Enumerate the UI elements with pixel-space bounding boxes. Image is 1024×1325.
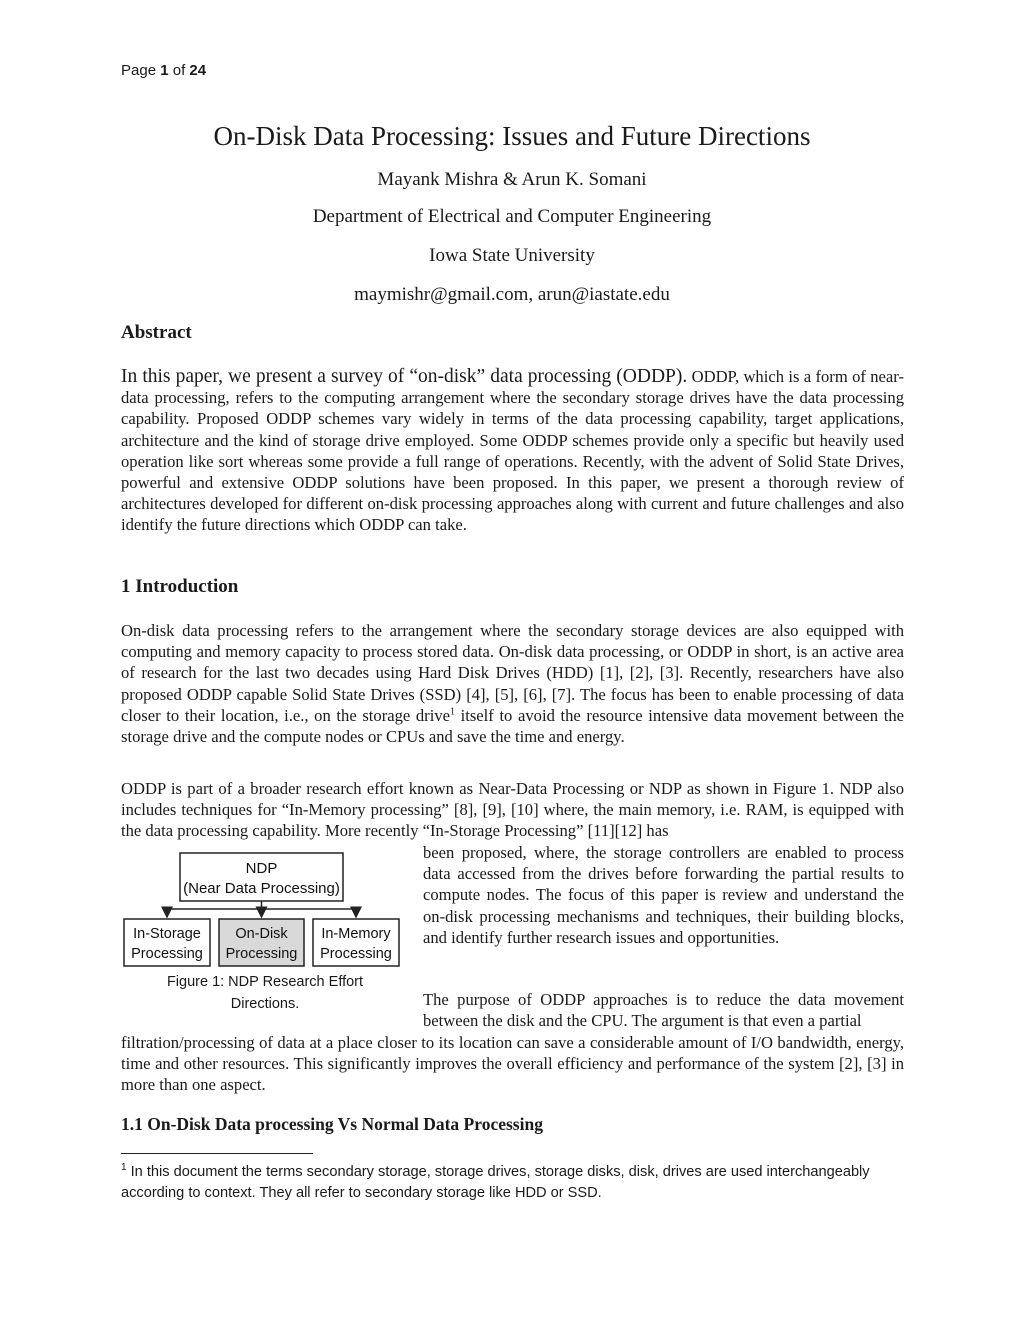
figure-caption-line-1: Figure 1: NDP Research Effort [166,974,364,990]
introduction-heading: 1 Introduction [121,576,239,597]
abstract-lead: In this paper, we present a survey of “on-disk” data processing (ODDP). [121,366,688,387]
subsection-heading: 1.1 On-Disk Data processing Vs Normal Data Processing [121,1114,543,1134]
ndp-box-label: NDP [245,860,278,877]
footnote-reference: 1 [449,706,455,718]
in-storage-label: In-Storage [133,926,201,942]
intro-paragraph-3-wrap: The purpose of ODDP approaches is to reduce the data movement between the disk and the CPU. The argument is that even a partial [423,990,904,1031]
page-number: 1 [160,62,169,79]
intro-paragraph-1 [121,620,904,747]
in-memory-sublabel: Processing [320,946,392,962]
of-word: of [172,62,186,79]
footnote-separator [121,1153,313,1154]
in-memory-label: In-Memory [321,926,391,942]
ndp-box-sublabel: (Near Data Processing) [183,880,340,897]
page-word: Page [121,62,157,79]
abstract-paragraph [121,366,904,536]
intro-p1-text-end: itself to avoid the resource intensive data movement between the storage drive and the compute nodes or CPUs and save the time and energy. [121,705,904,747]
figure-1-diagram [121,851,405,971]
abstract-body: ODDP, which is a form of near-data processing, refers to the computing arrangement where the secondary storage drives have the data processing capability. Proposed ODDP schemes vary widely in terms of the data processing capability, target applications, architecture and the kind of storage drive employed. Some ODDP schemes provide only a specific but heavily used operation like sort whereas some provide a full range of operations. Recently, with the advent of Solid State Drives, powerful and extensive ODDP solutions have been proposed. In this paper, we present a thorough review of architectures developed for different on-disk processing approaches along with current and future challenges and also identify the future directions which ODDP can take. [121,367,905,535]
intro-paragraph-2: ODDP is part of a broader research effort known as Near-Data Processing or NDP as shown in Figure 1. NDP also includes techniques for “In-Memory processing” [8], [9], [10] where, the main memory, i.e. RAM, is equipped with the data processing capability. More recently “In-Storage Processing” [11][12] has [121,779,904,841]
figure-1-caption [150,971,380,1015]
on-disk-sublabel: Processing [225,946,298,962]
department: Department of Electrical and Computer Engineering [312,206,712,227]
total-pages: 24 [189,62,207,79]
intro-paragraph-3: filtration/processing of data at a place closer to its location can save a considerable amount of I/O bandwidth, energy, time and other resources. This significantly improves the overall efficiency and performance of the system [2], [3] in more than one aspect. [121,1033,904,1095]
page-header [121,62,206,79]
intro-paragraph-2-wrap: been proposed, where, the storage controllers are enabled to process data accessed from the drives before forwarding the partial results to compute nodes. The focus of this paper is review and understand the on-disk processing mechanisms and techniques, their building blocks, and identify further research issues and opportunities. [423,843,904,947]
on-disk-label: On-Disk [235,926,288,942]
footnote [121,1162,921,1204]
in-storage-sublabel: Processing [131,946,203,962]
authors: Mayank Mishra & Arun K. Somani [377,169,647,190]
author-emails: maymishr@gmail.com, arun@iastate.edu [354,284,670,305]
footnote-mark: 1 [121,1162,127,1174]
figure-caption-line-2: Directions. [230,996,300,1012]
footnote-text: In this document the terms secondary storage, storage drives, storage disks, disk, drives are used interchangeably according to context. They all refer to secondary storage like HDD or SSD. [121,1164,870,1201]
university: Iowa State University [429,245,595,266]
abstract-heading: Abstract [121,322,192,343]
intro-p1-text: On-disk data processing refers to the arrangement where the secondary storage devices are also equipped with computing and memory capacity to process stored data. On-disk data processing, or ODDP in short, is an active area of research for the last two decades using Hard Disk Drives (HDD) [1], [2], [3]. Recently, researchers have also proposed ODDP capable Solid State Drives (SSD) [4], [5], [6], [7]. The focus has been to enable processing of data closer to their location, i.e., on the storage drive [121,621,904,725]
paper-title: On-Disk Data Processing: Issues and Future Directions [213,121,811,151]
